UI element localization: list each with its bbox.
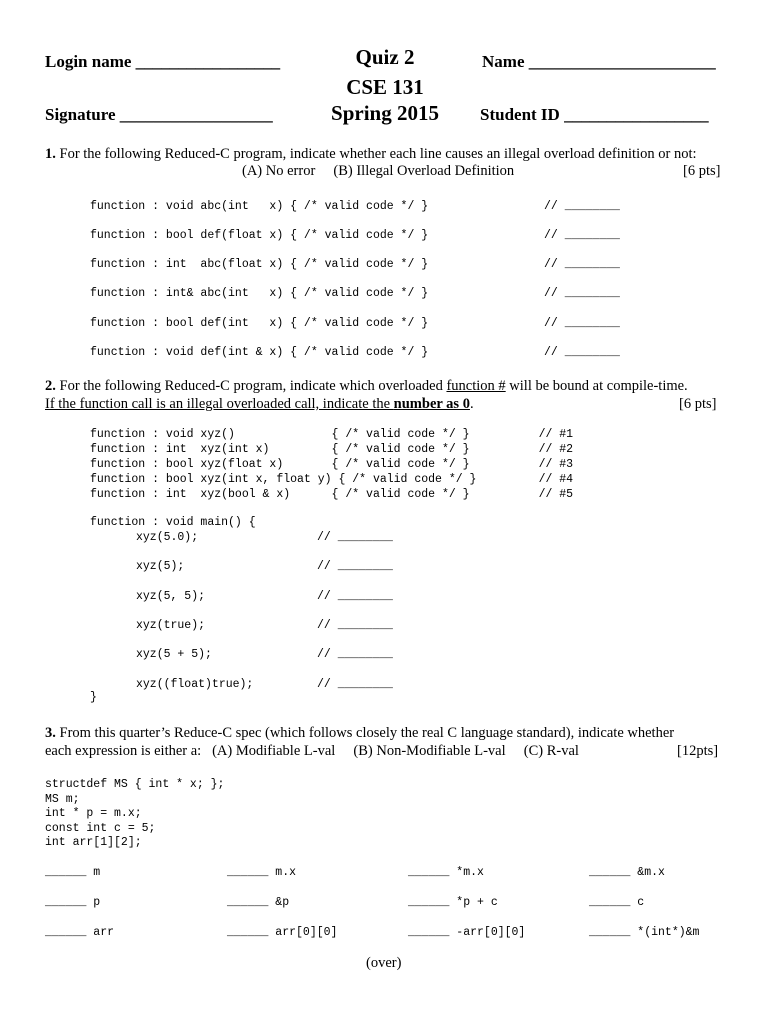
q2-call: xyz((float)true); — [136, 678, 254, 691]
q2-line2-end: . — [469, 396, 474, 412]
q1-answer-blank: // ________ — [544, 317, 620, 330]
signature-field: Signature __________________ — [45, 105, 273, 124]
q2-answer-blank: // ________ — [317, 678, 393, 691]
name-field: Name ______________________ — [482, 52, 716, 71]
q1-answer-blank: // ________ — [544, 229, 620, 242]
q2-call: xyz(5, 5); — [136, 590, 206, 603]
student-id-field: Student ID _________________ — [480, 105, 709, 124]
q3-expression: ______ *m.x — [408, 866, 484, 879]
login-name-field: Login name _________________ — [45, 52, 281, 71]
q2-answer-blank: // ________ — [317, 560, 393, 573]
q1-text: For the following Reduced-C program, indicate whether each line causes an illegal overload definition or not: — [59, 146, 697, 162]
q3-expression: ______ &p — [227, 896, 290, 909]
footer-over: (over) — [366, 955, 402, 971]
q1-line: function : int abc(float x) { /* valid code */ } — [90, 258, 429, 271]
q3-code: structdef MS { int * x; }; MS m; int * p = m.x; const int c = 5; int arr[1][2]; — [45, 778, 225, 850]
q1-points: [6 pts] — [683, 163, 721, 179]
q1-line: function : int& abc(int x) { /* valid code */ } — [90, 287, 429, 300]
q3-expression: ______ m — [45, 866, 101, 879]
q3-expression: ______ m.x — [227, 866, 297, 879]
q1-prompt — [45, 146, 697, 163]
q2-text-a: For the following Reduced-C program, indicate which overloaded — [59, 378, 447, 394]
q3-expression: ______ *p + c — [408, 896, 498, 909]
q1-answer-blank: // ________ — [544, 258, 620, 271]
q3-expression: ______ &m.x — [589, 866, 665, 879]
q2-call: xyz(5.0); — [136, 531, 199, 544]
q1-answer-blank: // ________ — [544, 287, 620, 300]
q2-number: 2. — [45, 378, 56, 394]
q1-line: function : void def(int & x) { /* valid code */ } — [90, 346, 429, 359]
quiz-title: Quiz 2 — [355, 45, 415, 69]
q2-line2-underlined: If the function call is an illegal overloaded call, indicate the — [45, 396, 394, 412]
q2-main-open: function : void main() { — [90, 516, 256, 529]
q2-answer-blank: // ________ — [317, 619, 393, 632]
q2-call: xyz(5); — [136, 560, 185, 573]
q2-answer-blank: // ________ — [317, 590, 393, 603]
q2-answer-blank: // ________ — [317, 531, 393, 544]
q3-expression: ______ arr[0][0] — [227, 926, 338, 939]
q3-expression: ______ arr — [45, 926, 115, 939]
q2-points: [6 pts] — [679, 396, 717, 412]
q3-text: From this quarter’s Reduce-C spec (which follows closely the real C language standard), indicate whether — [59, 725, 675, 741]
q2-text-b: will be bound at compile-time. — [505, 378, 688, 394]
course-title: CSE 131 — [346, 75, 424, 99]
q2-prompt-line2 — [45, 396, 474, 413]
term-title: Spring 2015 — [331, 101, 439, 125]
q3-expression: ______ p — [45, 896, 101, 909]
q3-prompt — [45, 725, 674, 742]
q2-call: xyz(5 + 5); — [136, 648, 212, 661]
q1-line: function : bool def(int x) { /* valid code */ } — [90, 317, 429, 330]
q1-number: 1. — [45, 146, 56, 162]
q3-expression: ______ -arr[0][0] — [408, 926, 526, 939]
q2-prompt — [45, 378, 688, 395]
q1-options: (A) No error (B) Illegal Overload Definition — [242, 163, 515, 179]
q1-answer-blank: // ________ — [544, 346, 620, 359]
q2-text-underlined: function # — [446, 378, 506, 394]
q3-options: each expression is either a: (A) Modifiable L-val (B) Non-Modifiable L-val (C) R-val — [45, 743, 579, 759]
q1-line: function : bool def(float x) { /* valid code */ } — [90, 229, 429, 242]
q2-call: xyz(true); — [136, 619, 206, 632]
q1-line: function : void abc(int x) { /* valid code */ } — [90, 200, 429, 213]
q3-number: 3. — [45, 725, 56, 741]
q2-function-declarations: function : void xyz() { /* valid code */ } // #1 function : int xyz(int x) { /* valid code */ } // #2 function : bool xyz(float x) { /* valid code */ } // #3 function : bool xyz(int x, float y) { /* valid code */ } // #4 function : int xyz(bool & x) { /* valid code */ } // #5 — [90, 428, 574, 501]
q3-expression: ______ *(int*)&m — [589, 926, 700, 939]
q2-answer-blank: // ________ — [317, 648, 393, 661]
q1-answer-blank: // ________ — [544, 200, 620, 213]
q3-points: [12pts] — [677, 743, 719, 759]
q3-expression: ______ c — [589, 896, 645, 909]
q2-main-close: } — [90, 691, 97, 704]
q2-line2-bold: number as 0 — [393, 396, 470, 412]
